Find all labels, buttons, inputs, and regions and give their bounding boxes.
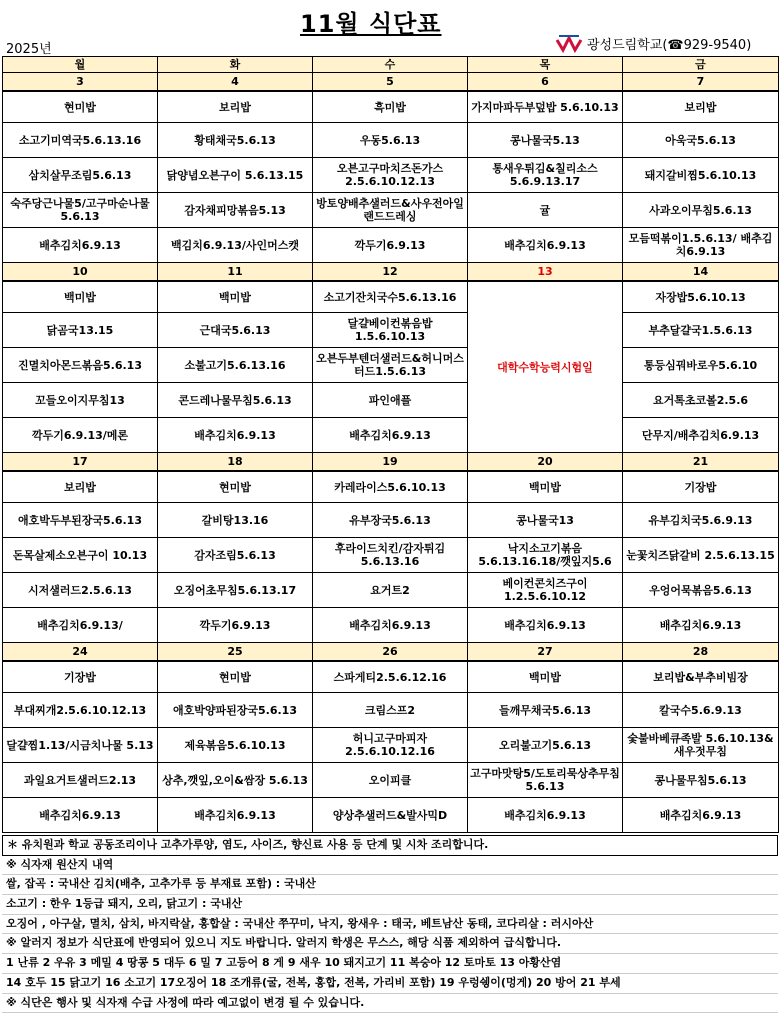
menu-item: 배추김치6.9.13	[623, 608, 779, 643]
notes-section	[2, 835, 778, 1013]
menu-item: 사과오이무침5.6.13	[623, 193, 779, 228]
menu-item: 숙주당근나물5/고구마순나물5.6.13	[3, 193, 158, 228]
date-cell: 6	[468, 73, 623, 92]
menu-row	[3, 348, 779, 383]
menu-row	[3, 763, 779, 798]
menu-item: 현미밥	[158, 661, 313, 693]
menu-row	[3, 418, 779, 453]
note-line: 14 호두 15 닭고기 16 소고기 17오징어 18 조개류(굴, 전복, 홍합, 전복, 가리비 포함) 19 우렁쉥이(멍게) 20 방어 21 부세	[2, 974, 778, 994]
date-cell: 20	[468, 453, 623, 472]
school-info	[555, 32, 751, 54]
menu-item: 부대찌개2.5.6.10.12.13	[3, 693, 158, 728]
year-label: 2025년	[6, 38, 52, 57]
menu-item: 요거톡초코볼2.5.6	[623, 383, 779, 418]
menu-item: 크림스프2	[313, 693, 468, 728]
menu-item: 콩나물국13	[468, 503, 623, 538]
menu-item: 파인애플	[313, 383, 468, 418]
date-row	[3, 263, 779, 282]
menu-item: 콘드레나물무침5.6.13	[158, 383, 313, 418]
note-line: ＊ 유치원과 학교 공동조리이나 고추가루양, 염도, 사이즈, 향신료 사용 등 단계 및 시차 조리합니다.	[2, 835, 778, 856]
date-cell: 10	[3, 263, 158, 282]
menu-item: 흑미밥	[313, 91, 468, 123]
menu-item: 콩나물무침5.6.13	[623, 763, 779, 798]
menu-row	[3, 798, 779, 833]
menu-item: 백미밥	[158, 281, 313, 313]
menu-row	[3, 538, 779, 573]
menu-item: 요거트2	[313, 573, 468, 608]
school-name: 광성드림학교(☎929-9540)	[587, 34, 751, 53]
menu-item: 보리밥	[3, 471, 158, 503]
menu-item: 통새우튀김&칠리소스 5.6.9.13.17	[468, 158, 623, 193]
menu-row	[3, 471, 779, 503]
date-cell: 7	[623, 73, 779, 92]
menu-item: 돼지갈비찜5.6.10.13	[623, 158, 779, 193]
menu-item: 카레라이스5.6.10.13	[313, 471, 468, 503]
date-cell: 5	[313, 73, 468, 92]
date-cell: 27	[468, 643, 623, 662]
menu-item: 깍두기6.9.13/메론	[3, 418, 158, 453]
date-cell: 19	[313, 453, 468, 472]
menu-item: 오징어초무침5.6.13.17	[158, 573, 313, 608]
menu-item: 돈목살제소오븐구이 10.13	[3, 538, 158, 573]
menu-item: 배추김치6.9.13	[468, 608, 623, 643]
menu-item: 들깨무채국5.6.13	[468, 693, 623, 728]
page-title: 11월 식단표	[300, 4, 442, 39]
menu-item: 닭곰국13.15	[3, 313, 158, 348]
menu-item: 자장밥5.6.10.13	[623, 281, 779, 313]
menu-item: 단무지/배추김치6.9.13	[623, 418, 779, 453]
menu-item: 가지마파두부덮밥 5.6.10.13	[468, 91, 623, 123]
date-row	[3, 453, 779, 472]
menu-item: 배추김치6.9.13/	[3, 608, 158, 643]
menu-item: 깍두기6.9.13	[313, 228, 468, 263]
menu-item: 유부장국5.6.13	[313, 503, 468, 538]
menu-item: 통등심꿔바로우5.6.10	[623, 348, 779, 383]
weekday-header: 월	[3, 57, 158, 73]
menu-item: 배추김치6.9.13	[468, 798, 623, 833]
menu-item: 배추김치6.9.13	[313, 418, 468, 453]
date-cell: 25	[158, 643, 313, 662]
menu-item: 베이컨콘치즈구이 1.2.5.6.10.12	[468, 573, 623, 608]
menu-item: 깍두기6.9.13	[158, 608, 313, 643]
weekday-header: 수	[313, 57, 468, 73]
weekday-header: 금	[623, 57, 779, 73]
menu-item: 닭양념오븐구이 5.6.13.15	[158, 158, 313, 193]
note-line: 쌀, 잡곡 : 국내산 김치(배추, 고추가루 등 부재료 포함) : 국내산	[2, 875, 778, 895]
menu-item: 우동5.6.13	[313, 123, 468, 158]
menu-row	[3, 383, 779, 418]
menu-item: 부추달걀국1.5.6.13	[623, 313, 779, 348]
menu-item: 감자조림5.6.13	[158, 538, 313, 573]
menu-row	[3, 661, 779, 693]
note-line: ※ 식자재 원산지 내역	[2, 856, 778, 876]
menu-item: 칼국수5.6.9.13	[623, 693, 779, 728]
menu-item: 배추김치6.9.13	[158, 798, 313, 833]
note-line: ※ 알러지 정보가 식단표에 반영되어 있으니 지도 바랍니다. 알러지 학생은 무스스, 해당 식품 제외하여 급식합니다.	[2, 934, 778, 954]
date-cell: 18	[158, 453, 313, 472]
menu-item: 현미밥	[3, 91, 158, 123]
menu-item: 상추,깻잎,오이&쌈장 5.6.13	[158, 763, 313, 798]
menu-item: 백미밥	[468, 471, 623, 503]
menu-item: 꼬들오이지무침13	[3, 383, 158, 418]
menu-row	[3, 573, 779, 608]
menu-row	[3, 608, 779, 643]
menu-item: 오이피클	[313, 763, 468, 798]
date-cell: 12	[313, 263, 468, 282]
weekday-header: 화	[158, 57, 313, 73]
menu-item: 감자채피망볶음5.13	[158, 193, 313, 228]
menu-item: 배추김치6.9.13	[3, 798, 158, 833]
menu-item: 시저샐러드2.5.6.13	[3, 573, 158, 608]
menu-row	[3, 728, 779, 763]
note-line: 1 난류 2 우유 3 메밀 4 땅콩 5 대두 6 밀 7 고등어 8 게 9 새우 10 돼지고기 11 복숭아 12 토마토 13 아황산염	[2, 954, 778, 974]
menu-item: 현미밥	[158, 471, 313, 503]
menu-item: 기장밥	[623, 471, 779, 503]
menu-item: 눈꽃치즈닭갈비 2.5.6.13.15	[623, 538, 779, 573]
menu-item: 소불고기5.6.13.16	[158, 348, 313, 383]
note-line: 오징어 , 아구살, 멸치, 삼치, 바지락살, 홍합살 : 국내산 쭈꾸미, 낙지, 왕새우 : 태국, 베트남산 동태, 코다리살 : 러시아산	[2, 915, 778, 935]
menu-row	[3, 228, 779, 263]
menu-row	[3, 503, 779, 538]
menu-item: 진멸치아몬드볶음5.6.13	[3, 348, 158, 383]
menu-item: 방토양배추샐러드&사우전아일랜드드레싱	[313, 193, 468, 228]
menu-item: 황태채국5.6.13	[158, 123, 313, 158]
menu-item: 백김치6.9.13/사인머스캣	[158, 228, 313, 263]
menu-item: 배추김치6.9.13	[158, 418, 313, 453]
date-cell: 14	[623, 263, 779, 282]
menu-item: 배추김치6.9.13	[623, 798, 779, 833]
menu-row	[3, 158, 779, 193]
menu-item: 소고기미역국5.6.13.16	[3, 123, 158, 158]
menu-item: 소고기잔치국수5.6.13.16	[313, 281, 468, 313]
menu-item: 스파게티2.5.6.12.16	[313, 661, 468, 693]
menu-item: 보리밥&부추비빔장	[623, 661, 779, 693]
date-cell: 11	[158, 263, 313, 282]
menu-item: 고구마맛탕5/도토리묵상추무침5.6.13	[468, 763, 623, 798]
special-event-cell: 대학수학능력시험일	[468, 281, 623, 453]
menu-item: 달걀찜1.13/시금치나물 5.13	[3, 728, 158, 763]
menu-row	[3, 123, 779, 158]
note-line: ※ 식단은 행사 및 식자재 수급 사정에 따라 예고없이 변경 될 수 있습니다.	[2, 994, 778, 1013]
date-cell: 26	[313, 643, 468, 662]
menu-row	[3, 193, 779, 228]
weekday-header: 목	[468, 57, 623, 73]
menu-item: 갈비탕13.16	[158, 503, 313, 538]
menu-item: 과일요거트샐러드2.13	[3, 763, 158, 798]
menu-row	[3, 313, 779, 348]
menu-item: 우엉어묵볶음5.6.13	[623, 573, 779, 608]
menu-item: 양상추샐러드&발사믹D	[313, 798, 468, 833]
menu-item: 허니고구마피자 2.5.6.10.12.16	[313, 728, 468, 763]
menu-item: 낙지소고기볶음 5.6.13.16.18/깻잎지5.6	[468, 538, 623, 573]
date-cell: 17	[3, 453, 158, 472]
date-cell: 3	[3, 73, 158, 92]
menu-item: 귤	[468, 193, 623, 228]
menu-item: 애호박두부된장국5.6.13	[3, 503, 158, 538]
menu-item: 콩나물국5.13	[468, 123, 623, 158]
menu-item: 유부김치국5.6.9.13	[623, 503, 779, 538]
menu-item: 오븐두부텐더샐러드&허니머스터드1.5.6.13	[313, 348, 468, 383]
menu-item: 보리밥	[158, 91, 313, 123]
note-line: 소고기 : 한우 1등급 돼지, 오리, 닭고기 : 국내산	[2, 895, 778, 915]
date-cell: 24	[3, 643, 158, 662]
menu-item: 배추김치6.9.13	[3, 228, 158, 263]
menu-item: 백미밥	[3, 281, 158, 313]
menu-row	[3, 693, 779, 728]
date-row	[3, 73, 779, 92]
menu-item: 근대국5.6.13	[158, 313, 313, 348]
menu-item: 기장밥	[3, 661, 158, 693]
menu-row	[3, 91, 779, 123]
date-cell: 13	[468, 263, 623, 282]
menu-item: 아욱국5.6.13	[623, 123, 779, 158]
menu-item: 제육볶음5.6.10.13	[158, 728, 313, 763]
date-cell: 21	[623, 453, 779, 472]
date-cell: 28	[623, 643, 779, 662]
date-row	[3, 643, 779, 662]
menu-item: 숯불바베큐족발 5.6.10.13&새우젓무침	[623, 728, 779, 763]
menu-item: 배추김치6.9.13	[468, 228, 623, 263]
date-cell: 4	[158, 73, 313, 92]
menu-table	[2, 56, 779, 833]
menu-item: 오븐고구마치즈돈가스 2.5.6.10.12.13	[313, 158, 468, 193]
school-logo-icon	[555, 32, 583, 54]
menu-item: 보리밥	[623, 91, 779, 123]
menu-item: 삼치살무조림5.6.13	[3, 158, 158, 193]
menu-item: 백미밥	[468, 661, 623, 693]
menu-item: 배추김치6.9.13	[313, 608, 468, 643]
menu-row	[3, 281, 779, 313]
menu-item: 후라이드치킨/감자튀김 5.6.13.16	[313, 538, 468, 573]
menu-item: 애호박양파된장국5.6.13	[158, 693, 313, 728]
menu-item: 오리불고기5.6.13	[468, 728, 623, 763]
menu-item: 달걀베이컨볶음밥 1.5.6.10.13	[313, 313, 468, 348]
menu-item: 모듬떡볶이1.5.6.13/ 배추김치6.9.13	[623, 228, 779, 263]
weekday-header-row	[3, 57, 779, 73]
